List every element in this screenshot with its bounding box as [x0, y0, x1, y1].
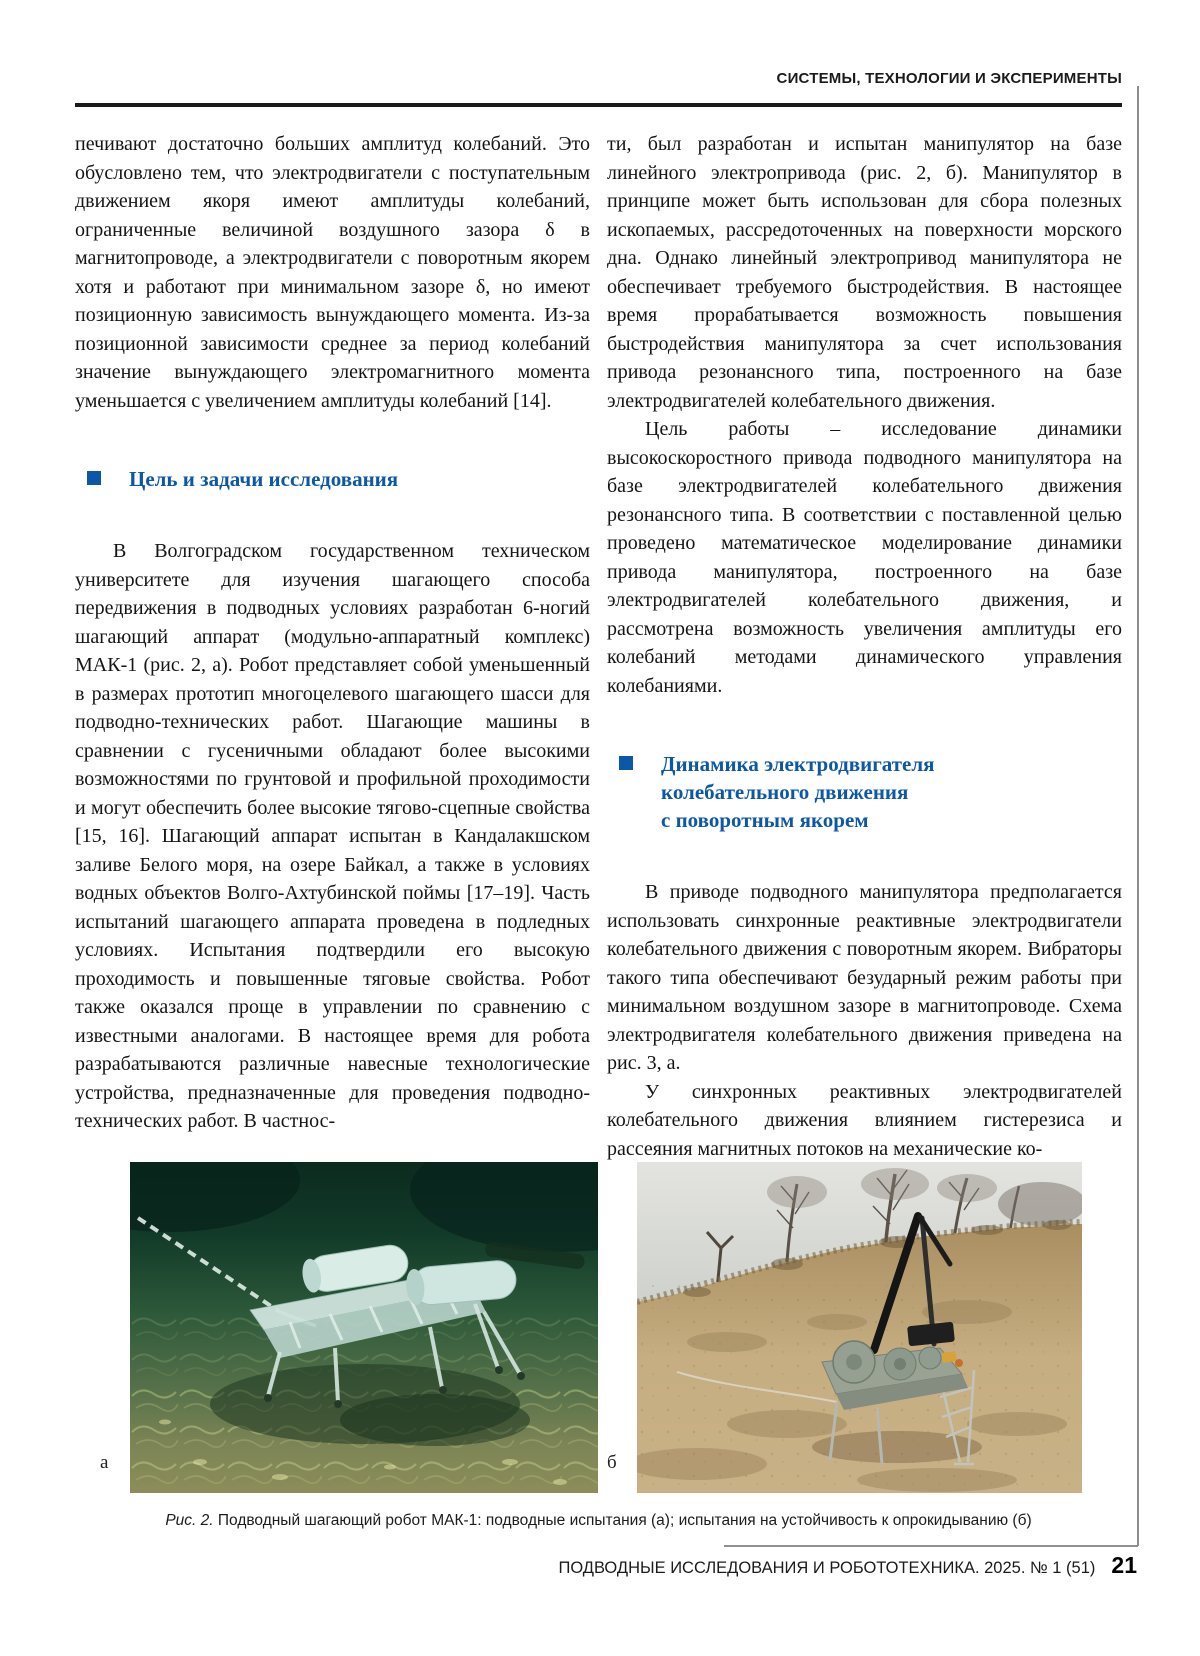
two-column-body — [75, 130, 1122, 1163]
figure-caption-number: Рис. 2. — [165, 1512, 214, 1529]
right-column — [607, 130, 1122, 1163]
header-rule — [75, 103, 1122, 107]
photo-underwater-robot — [130, 1162, 598, 1493]
paragraph: Цель работы – исследование динамики высокоскоростного привода подводного манипулятора на базе электродвигателей колебательного движения резонансного типа. В соответствии с поставленной целью проведено математическое моделирование динамики привода манипулятора, построенного на базе электродвигателей колебательного движения, и рассмотрена возможность увеличения амплитуды его колебаний методами динамического управления колебаниями. — [607, 418, 1122, 697]
journal-title-line: ПОДВОДНЫЕ ИССЛЕДОВАНИЯ И РОБОТОТЕХНИКА. 2025. № 1 (51) — [558, 1559, 1096, 1577]
figure-2 — [75, 1162, 1122, 1495]
section-heading-goals — [75, 465, 590, 493]
figure-label-b: б — [607, 1452, 617, 1473]
page-number: 21 — [1111, 1552, 1137, 1578]
footer — [75, 1552, 1137, 1579]
sand-scene-image — [637, 1162, 1082, 1493]
section-bullet-icon — [87, 471, 101, 485]
running-head: СИСТЕМЫ, ТЕХНОЛОГИИ И ЭКСПЕРИМЕНТЫ — [776, 70, 1122, 87]
paragraph: печивают достаточно больших амплитуд колебаний. Это обусловлено тем, что электродвигатели с поступательным движением якоря имеют амплитуды колебаний, ограниченные величиной воздушного зазора δ в магнитопроводе, а электродвигатели с поворотным якорем хотя и работают при минимальном зазоре δ, но имеют позиционную зависимость вынуждающего момента. Из-за позиционной зависимости среднее за период колебаний значение вынуждающего электромагнитного момента уменьшается с увеличением амплитуды колебаний [14]. — [75, 133, 590, 412]
section-title-line: с поворотным якорем — [661, 808, 869, 832]
figure-caption — [75, 1512, 1122, 1530]
figure-label-a: а — [100, 1452, 109, 1473]
section-title-line: Динамика электродвигателя — [661, 752, 935, 776]
figure-caption-text: Подводный шагающий робот МАК-1: подводные испытания (а); испытания на устойчивость к опрокидыванию (б) — [213, 1512, 1032, 1529]
footer-rule — [724, 1545, 1138, 1547]
paragraph: ти, был разработан и испытан манипулятор на базе линейного электропривода (рис. 2, б). Манипулятор в принципе может быть использован для сбора полезных ископаемых, рассредоточенных на поверхности морского дна. Однако линейный электропривод манипулятора не обеспечивает требуемого быстродействия. В настоящее время прорабатывается возможность повышения быстродействия манипулятора за счет использования привода резонансного типа, построенного на базе электродвигателей колебательного движения. — [607, 133, 1122, 412]
photo-sand-robot — [637, 1162, 1082, 1493]
paragraph: В приводе подводного манипулятора предполагается использовать синхронные реактивные электродвигатели колебательного движения с поворотным якорем. Вибраторы такого типа обеспечивают безударный режим работы при минимальном воздушном зазоре в магнитопроводе. Схема электродвигателя колебательного движения приведена на рис. 3, а. — [607, 881, 1122, 1074]
section-title: Цель и задачи исследования — [129, 467, 399, 491]
paragraph: В Волгоградском государственном техническом университете для изучения шагающего способа передвижения в подводных условиях разработан 6-ногий шагающий аппарат (модульно-аппаратный комплекс) МАК-1 (рис. 2, а). Робот представляет собой уменьшенный в размерах прототип многоцелевого шагающего шасси для подводно-технических работ. Шагающие машины в сравнении с гусеничными обладают более высокими возможностями по грунтовой и профильной проходимости и могут обеспечить более высокие тягово-сцепные свойства [15, 16]. Шагающий аппарат испытан в Кандалакшском заливе Белого моря, на озере Байкал, а также в условиях водных объектов Волго-Ахтубинской поймы [17–19]. Часть испытаний шагающего аппарата проведена в подледных условиях. Испытания подтвердили его высокую проходимость и повышенные тяговые свойства. Робот также оказался проще в управлении по сравнению с известными аналогами. В настоящее время для робота разрабатываются различные навесные технологические устройства, предназначенные для проведения подводно-технических работ. В частнос- — [75, 540, 590, 1132]
section-heading-dynamics — [607, 750, 1122, 834]
section-title-line: колебательного движения — [661, 780, 909, 804]
left-column — [75, 130, 590, 1163]
underwater-scene-image — [130, 1162, 598, 1493]
paragraph: У синхронных реактивных электродвигателей колебательного движения влиянием гистерезиса и рассеяния магнитных потоков на механические ко- — [607, 1080, 1122, 1160]
section-bullet-icon — [619, 756, 633, 770]
right-margin-rule — [1137, 86, 1139, 1546]
